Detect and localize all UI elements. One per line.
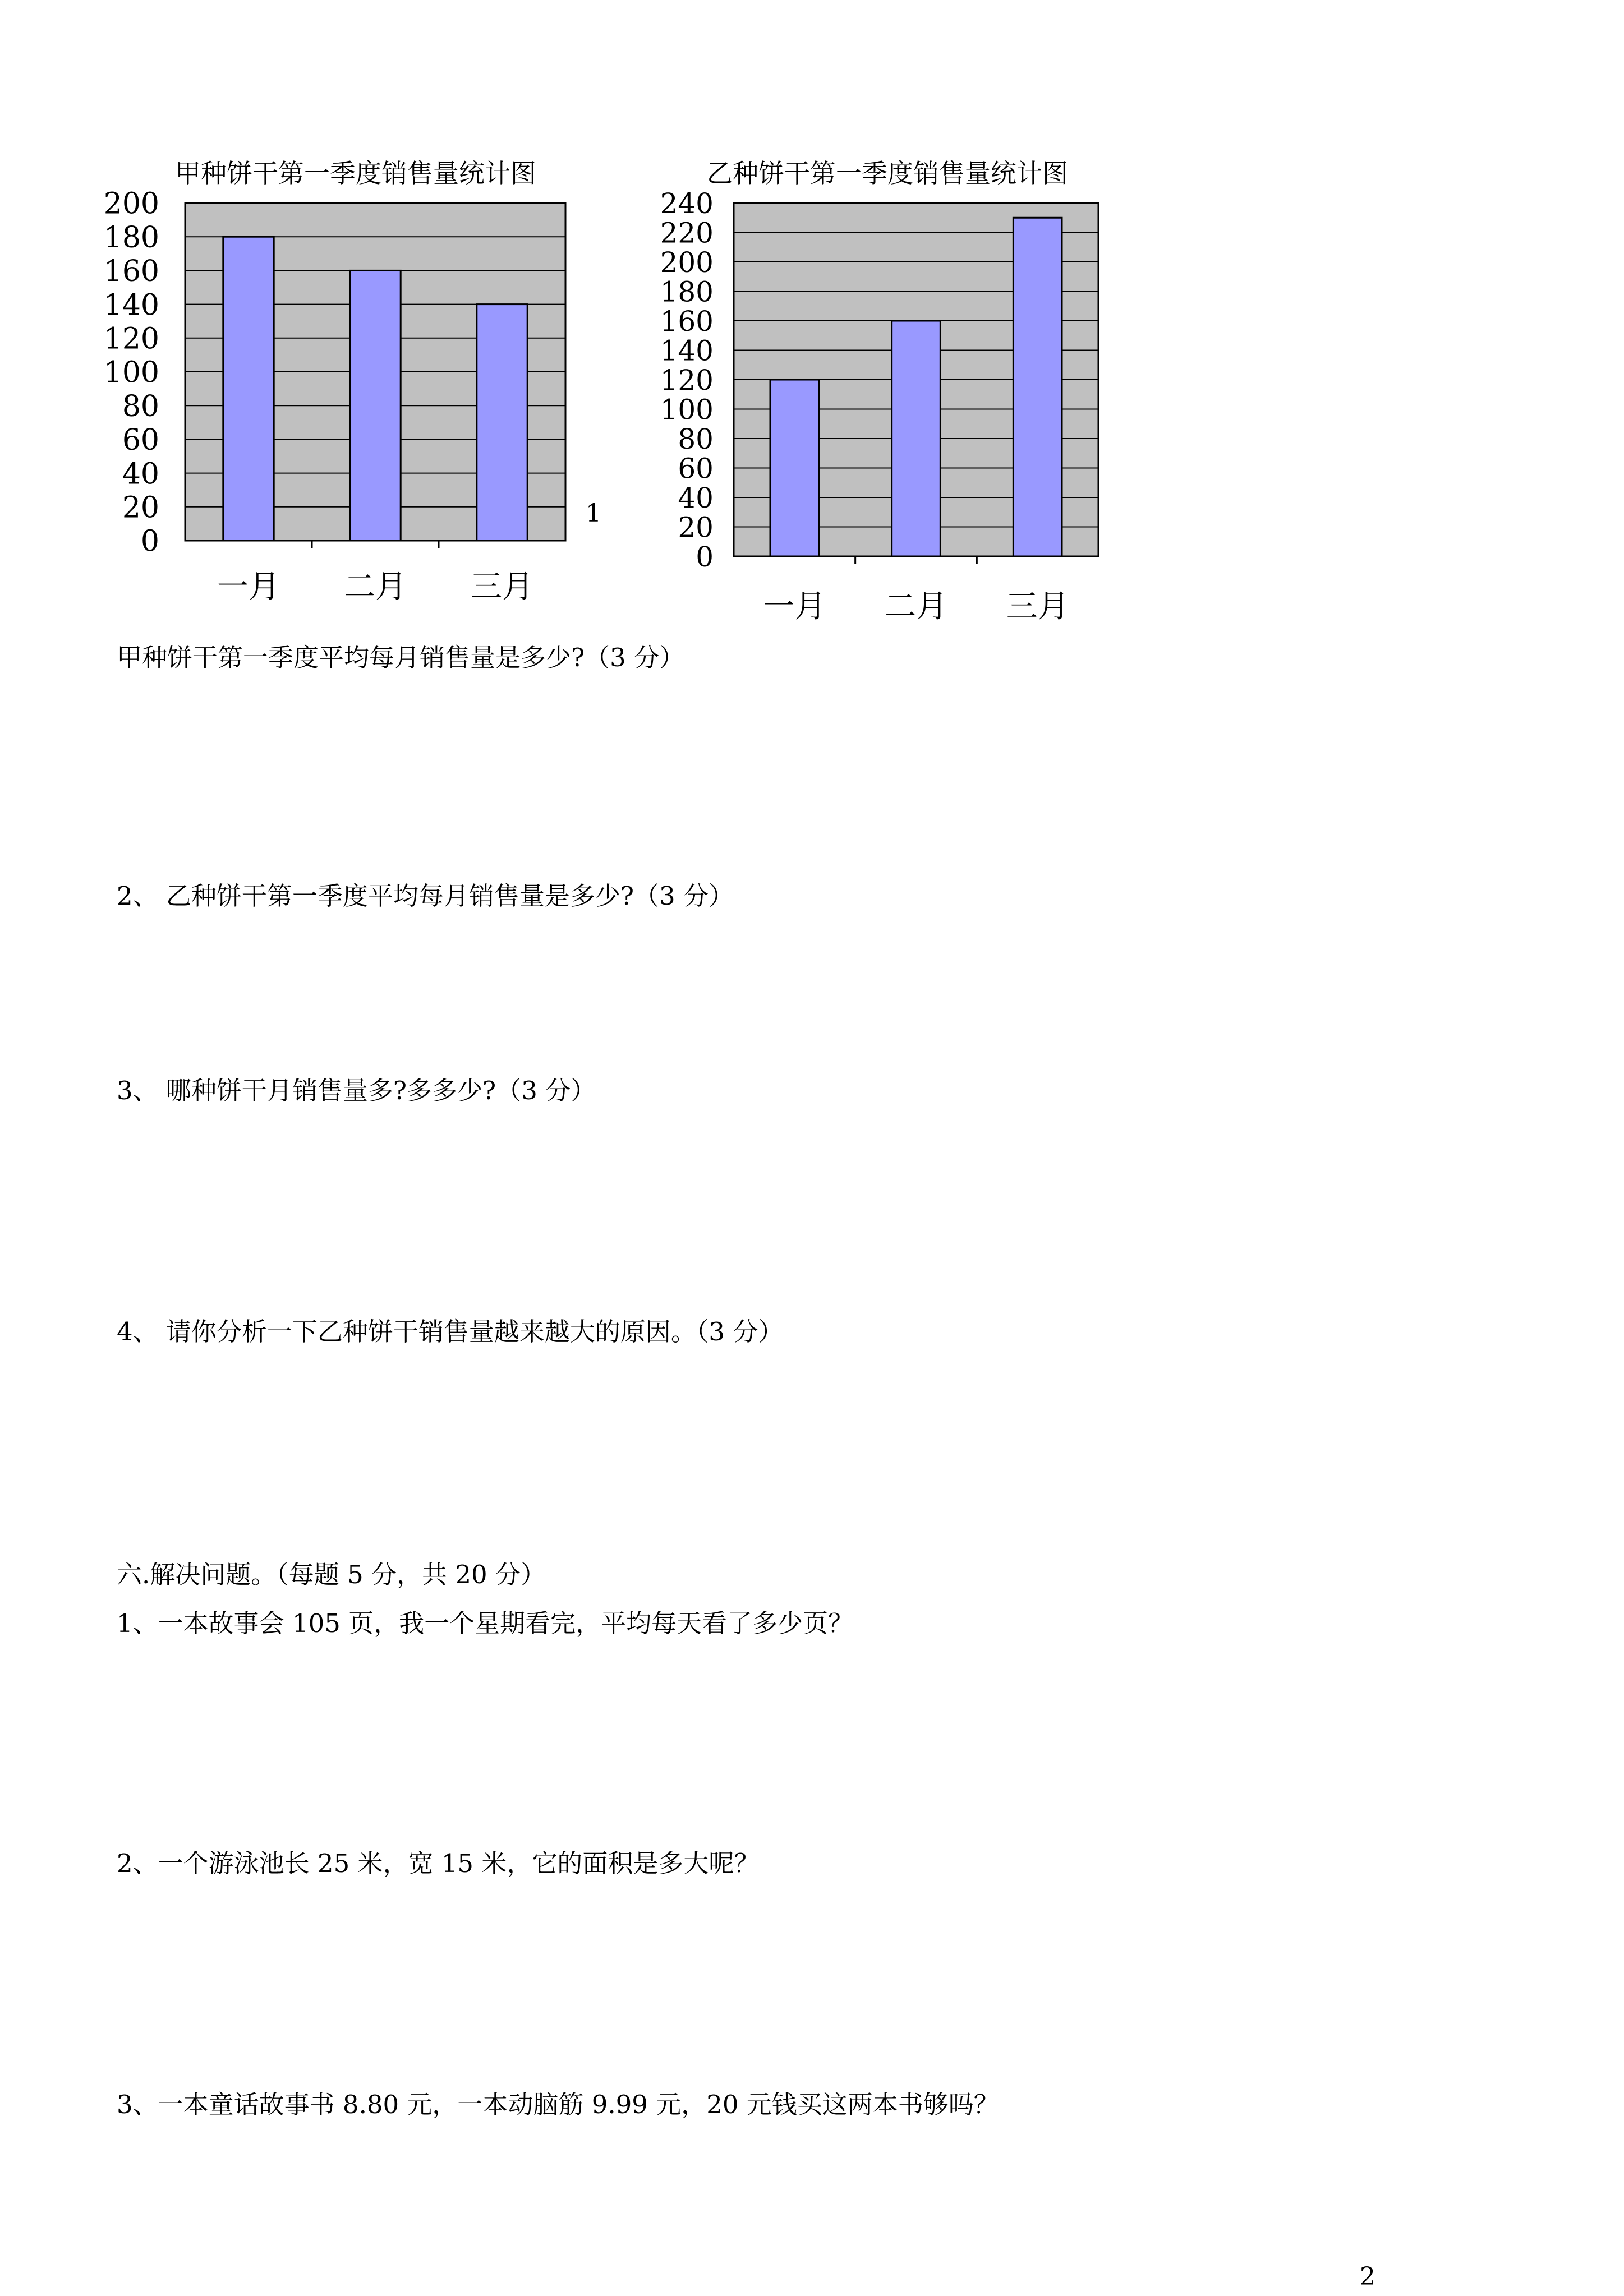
question-1: 甲种饼干第一季度平均每月销售量是多少?（3 分） <box>117 643 685 672</box>
problem-2: 2、一个游泳池长 25 米，宽 15 米，它的面积是多大呢？ <box>117 1848 760 1878</box>
chart1 <box>84 191 589 623</box>
y-tick-label: 120 <box>103 322 159 356</box>
chart2 <box>634 191 1116 634</box>
question-4: 4、 请你分析一下乙种饼干销售量越来越大的原因。（3 分） <box>117 1317 784 1347</box>
bar <box>477 305 527 541</box>
y-tick-label: 100 <box>103 356 159 390</box>
y-tick-label: 100 <box>660 393 714 426</box>
x-category-label: 二月 <box>344 569 407 605</box>
y-tick-label: 240 <box>660 191 714 220</box>
bar <box>770 380 819 556</box>
bar <box>892 321 941 556</box>
section6-heading: 六.解决问题。（每题 5 分，共 20 分） <box>117 1560 546 1589</box>
y-tick-label: 60 <box>678 452 714 485</box>
bar <box>350 270 401 541</box>
y-tick-label: 40 <box>122 457 159 491</box>
y-tick-label: 20 <box>122 491 159 525</box>
bar <box>223 237 274 541</box>
x-category-label: 一月 <box>217 569 280 605</box>
y-tick-label: 40 <box>678 482 714 514</box>
y-tick-label: 160 <box>660 305 714 338</box>
x-category-label: 一月 <box>763 588 826 625</box>
y-tick-label: 160 <box>103 255 159 289</box>
chart1-svg <box>84 191 589 623</box>
y-tick-label: 0 <box>696 541 714 573</box>
y-tick-label: 120 <box>660 364 714 397</box>
stray-mark: 1 <box>586 499 601 528</box>
y-tick-label: 200 <box>660 246 714 279</box>
y-tick-label: 140 <box>660 334 714 367</box>
y-tick-label: 80 <box>122 389 159 423</box>
question-2: 2、 乙种饼干第一季度平均每月销售量是多少?（3 分） <box>117 881 734 911</box>
question-3: 3、 哪种饼干月销售量多?多多少?（3 分） <box>117 1076 596 1105</box>
y-tick-label: 180 <box>660 275 714 308</box>
y-tick-label: 220 <box>660 216 714 250</box>
chart2-title: 乙种饼干第一季度销售量统计图 <box>707 158 1068 188</box>
bar <box>1013 218 1062 556</box>
problem-3: 3、一本童话故事书 8.80 元，一本动脑筋 9.99 元，20 元钱买这两本书够吗？ <box>117 2090 999 2119</box>
y-tick-label: 0 <box>140 524 159 559</box>
chart2-svg <box>634 191 1116 634</box>
x-category-label: 三月 <box>471 569 533 605</box>
y-tick-label: 80 <box>678 423 714 455</box>
page-number: 2 <box>1360 2262 1375 2291</box>
y-tick-label: 140 <box>103 288 159 322</box>
y-tick-label: 200 <box>103 191 159 221</box>
chart1-title: 甲种饼干第一季度销售量统计图 <box>175 158 536 188</box>
y-tick-label: 20 <box>678 511 714 544</box>
problem-1: 1、一本故事会 105 页，我一个星期看完，平均每天看了多少页？ <box>117 1608 854 1638</box>
y-tick-label: 180 <box>103 220 159 255</box>
x-category-label: 二月 <box>885 588 947 625</box>
y-tick-label: 60 <box>122 423 159 458</box>
x-category-label: 三月 <box>1006 588 1069 625</box>
